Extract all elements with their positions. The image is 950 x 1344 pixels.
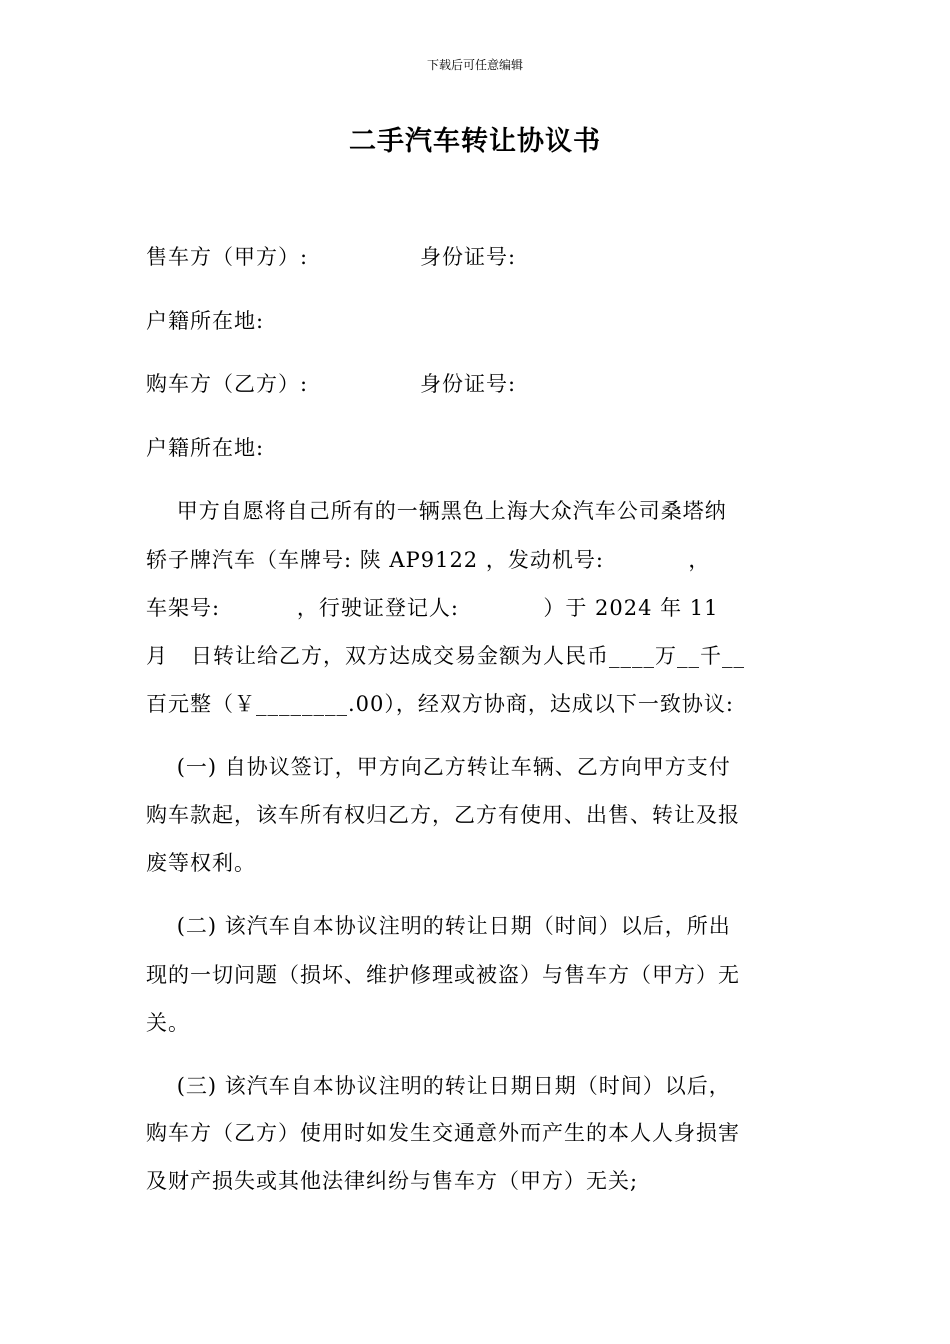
seller-label: 售车方（甲方）:	[146, 245, 309, 269]
paragraph-line: 现的一切问题（损坏、维护修理或被盗）与售车方（甲方）无	[146, 963, 740, 987]
paragraph-line: (一) 自协议签订，甲方向乙方转让车辆、乙方向甲方支付	[146, 755, 731, 779]
document-title: 二手汽车转让协议书	[349, 126, 601, 157]
paragraph-line: 购车款起，该车所有权归乙方，乙方有使用、出售、转让及报	[146, 803, 740, 827]
paragraph-line: (二) 该汽车自本协议注明的转让日期（时间）以后，所出	[146, 914, 731, 938]
paragraph-line: 车架号: ，行驶证登记人: ）于 2024 年 11	[146, 596, 719, 620]
buyer-address-label: 户籍所在地:	[146, 436, 265, 460]
buyer-id-label: 身份证号:	[420, 372, 517, 396]
header-note: 下载后可任意编辑	[426, 58, 523, 72]
paragraph-line: 甲方自愿将自己所有的一辆黑色上海大众汽车公司桑塔纳	[146, 499, 727, 523]
seller-id-label: 身份证号:	[420, 245, 517, 269]
paragraph-line: 及财产损失或其他法律纠纷与售车方（甲方）无关;	[146, 1169, 639, 1193]
paragraph-line: 轿子牌汽车（车牌号: 陕 AP9122 ，发动机号: ，	[146, 548, 711, 572]
paragraph-line: 关。	[146, 1011, 190, 1035]
paragraph-line: (三) 该汽车自本协议注明的转让日期日期（时间）以后，	[146, 1074, 731, 1098]
buyer-label: 购车方（乙方）:	[146, 372, 309, 396]
seller-address-label: 户籍所在地:	[146, 309, 265, 333]
paragraph-line: 购车方（乙方）使用时如发生交通意外而产生的本人人身损害	[146, 1121, 740, 1145]
paragraph-line: 废等权利。	[146, 851, 256, 875]
paragraph-line: 月 日转让给乙方，双方达成交易金额为人民币____万__千__	[146, 644, 746, 668]
paragraph-line: 百元整（￥________.00），经双方协商，达成以下一致协议:	[146, 692, 734, 716]
